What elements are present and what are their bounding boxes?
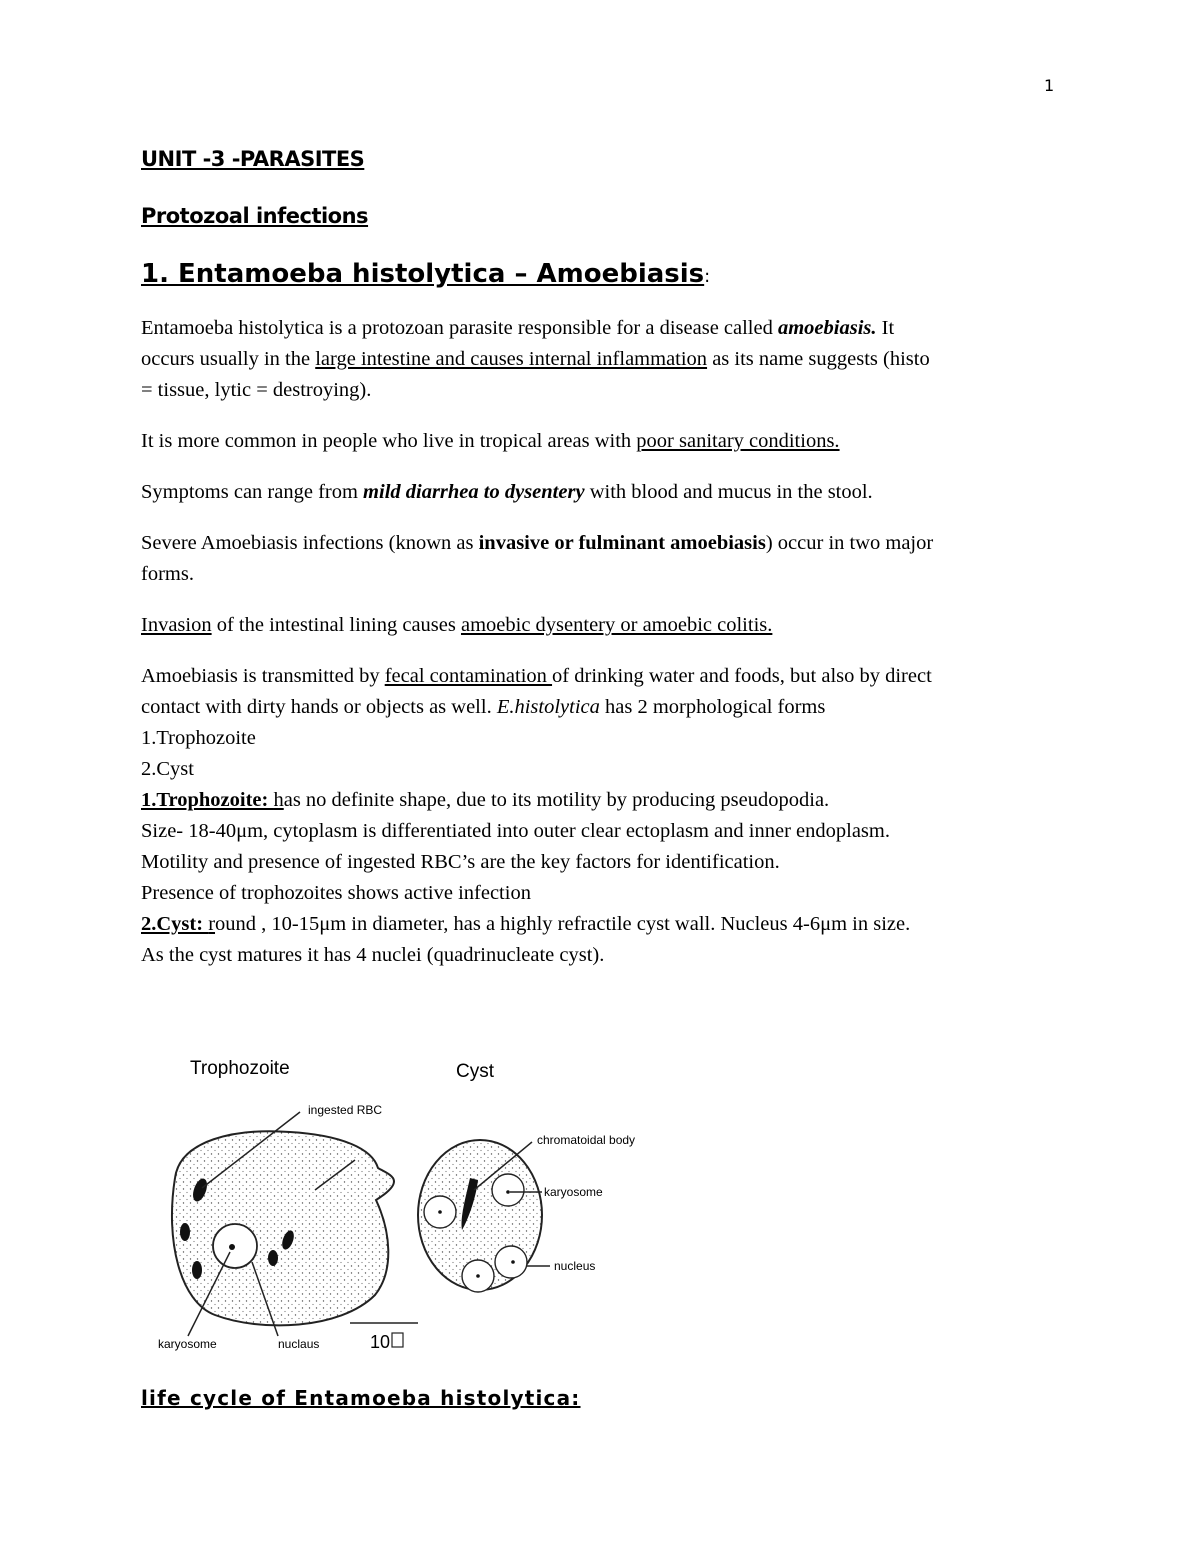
paragraph-intro — [141, 313, 1061, 406]
cyst-karyosome-2 — [506, 1190, 510, 1194]
label-nucleus-left: nuclaus — [278, 1337, 320, 1351]
p6-text-c: of drinking water and foods, but also by direct — [552, 665, 932, 687]
paragraph-invasion — [141, 610, 1061, 641]
trophozoite-title: Trophozoite — [190, 1058, 290, 1079]
entamoeba-figure — [140, 1040, 660, 1370]
p3-text-c: with blood and mucus in the stool. — [584, 481, 873, 503]
cyst-nucleus-3 — [495, 1246, 527, 1278]
rbc-3 — [192, 1261, 202, 1279]
p4-text-c: ) occur in two major — [765, 532, 934, 554]
p5-invasion: Invasion — [141, 614, 212, 636]
label-karyosome-right: karyosome — [544, 1185, 603, 1199]
p6-text-a: Amoebiasis is transmitted by — [141, 665, 385, 687]
p1-text-d: occurs usually in the — [141, 348, 316, 370]
p1-text-g: = tissue, lytic = destroying). — [141, 379, 372, 401]
page-number: 1 — [1044, 76, 1055, 95]
scale-unit-box — [392, 1333, 403, 1347]
list-item-trophozoite: 1.Trophozoite — [141, 727, 256, 749]
p2-poor-sanitary: poor sanitary conditions. — [636, 430, 840, 452]
trophozoite-label: 1.Trophozoite: — [141, 789, 274, 811]
cyst-karyosome-4 — [476, 1274, 480, 1278]
p4-text-d: forms. — [141, 563, 194, 585]
presence-text: Presence of trophozoites shows active infection — [141, 882, 531, 904]
p3-mild-diarrhea: mild diarrhea to dysentery — [363, 481, 585, 503]
rbc-5 — [268, 1250, 278, 1266]
cyst-karyosome-1 — [438, 1210, 442, 1214]
trophozoite-nucleus — [213, 1224, 257, 1268]
rbc-2 — [180, 1223, 190, 1241]
matures-text: As the cyst matures it has 4 nuclei (quadrinucleate cyst). — [141, 944, 605, 966]
scale-label: 10 — [370, 1332, 391, 1352]
size-text: Size- 18-40μm, cytoplasm is differentiated into outer clear ectoplasm and inner endoplasm. — [141, 820, 890, 842]
label-chromatoidal: chromatoidal body — [537, 1133, 636, 1147]
paragraph-tropical — [141, 426, 1061, 457]
p6-fecal: fecal contamination — [384, 665, 553, 687]
trophozoite-text: as no definite shape, due to its motility by producing pseudopodia. — [283, 789, 830, 811]
paragraph-severe — [141, 528, 1061, 590]
p1-amoebiasis: amoebiasis. — [777, 317, 877, 339]
p1-text-f: as its name suggests (histo — [707, 348, 930, 370]
trophozoite-karyosome — [229, 1244, 235, 1250]
p4-invasive: invasive or fulminant amoebiasis — [478, 532, 766, 554]
label-ingested-rbc: ingested RBC — [308, 1103, 383, 1117]
p5-dysentery: amoebic dysentery or amoebic colitis. — [460, 614, 773, 636]
unit-heading: UNIT -3 -PARASITES — [141, 147, 365, 171]
p1-text-c: It — [876, 317, 895, 339]
cyst-karyosome-3 — [511, 1260, 515, 1264]
p1-text-a: Entamoeba histolytica is a protozoan parasite responsible for a disease called — [141, 317, 778, 339]
p1-large-intestine: large intestine and causes internal inflammation — [315, 348, 708, 370]
p6-text-f: has 2 morphological forms — [599, 696, 826, 718]
cyst-text: ound , 10-15μm in diameter, has a highly refractile cyst wall. Nucleus 4-6μm in size. — [215, 913, 911, 935]
p6-ehistolytica: E.histolytica — [496, 696, 600, 718]
trophozoite-body — [172, 1131, 394, 1325]
paragraph-transmission — [141, 661, 1061, 971]
list-item-cyst: 2.Cyst — [141, 758, 194, 780]
label-nucleus-right: nucleus — [554, 1259, 596, 1273]
entamoeba-heading-text: 1. Entamoeba histolytica – Amoebiasis — [141, 259, 705, 289]
cyst-nucleus-2 — [492, 1174, 524, 1206]
p4-text-a: Severe Amoebiasis infections (known as — [141, 532, 479, 554]
cyst-title: Cyst — [456, 1061, 494, 1082]
p2-text-a: It is more common in people who live in tropical areas with — [141, 430, 637, 452]
label-karyosome-left: karyosome — [158, 1337, 217, 1351]
life-cycle-heading: life cycle of Entamoeba histolytica: — [141, 1386, 581, 1410]
motility-text: Motility and presence of ingested RBC’s are the key factors for identification. — [141, 851, 780, 873]
protozoal-heading: Protozoal infections — [141, 204, 369, 228]
p3-text-a: Symptoms can range from — [141, 481, 364, 503]
trophozoite-h: h — [273, 789, 284, 811]
p6-text-d: contact with dirty hands or objects as well. — [141, 696, 497, 718]
p5-text-b: of the intestinal lining causes — [211, 614, 461, 636]
cyst-r: r — [208, 913, 216, 935]
entamoeba-heading-colon: : — [704, 266, 711, 287]
paragraph-symptoms — [141, 477, 1061, 508]
cyst-label: 2.Cyst: — [141, 913, 209, 935]
entamoeba-heading — [141, 259, 710, 289]
